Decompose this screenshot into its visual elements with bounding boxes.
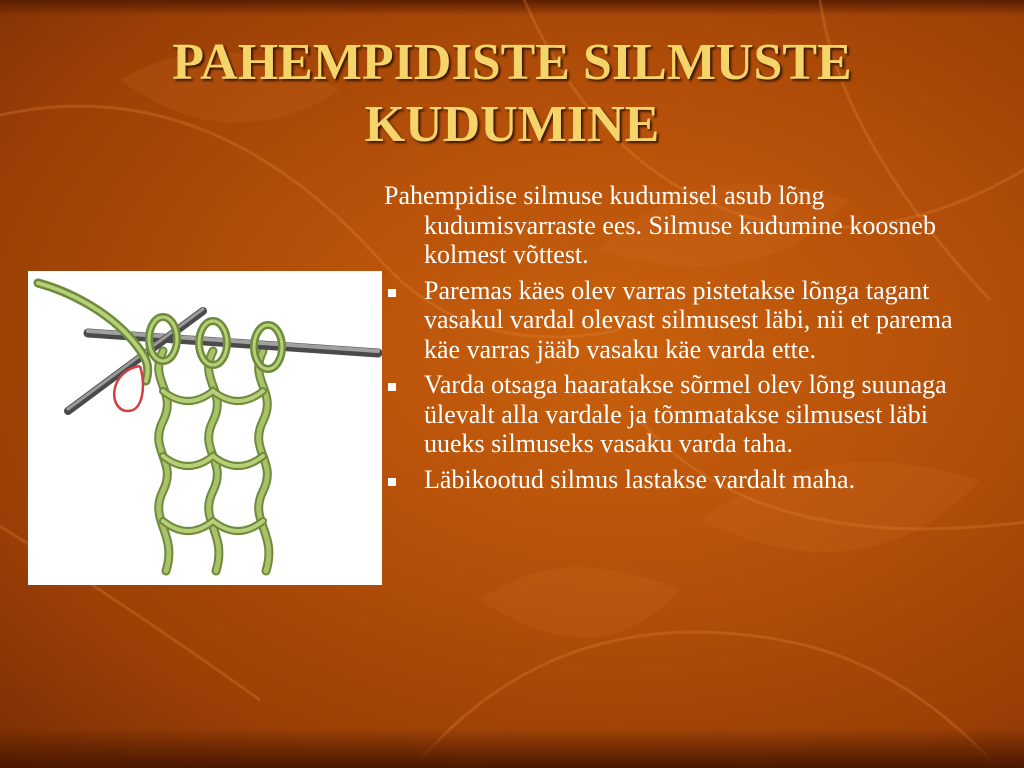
list-item: [384, 276, 974, 365]
square-bullet-icon: [388, 289, 396, 297]
square-bullet-icon: [388, 478, 396, 486]
slide-title: PAHEMPIDISTE SILMUSTE KUDUMINE: [172, 34, 852, 153]
knitting-illustration-panel: [28, 271, 382, 585]
bullet-list: [384, 276, 974, 495]
bullet-text: Paremas käes olev varras pistetakse lõnga tagant vasakul vardal olevast silmusest läbi, nii et parema käe varras jääb vasaku käe varda ette.: [424, 275, 953, 364]
list-item: [384, 370, 974, 459]
intro-paragraph: Pahempidise silmuse kudumisel asub lõng kudumisvarraste ees. Silmuse kudumine koosneb kolmest võttest.: [384, 181, 936, 269]
slide-body: [384, 181, 974, 500]
list-item: [384, 465, 974, 495]
square-bullet-icon: [388, 383, 396, 391]
knitting-illustration-icon: [28, 271, 382, 585]
bullet-text: Varda otsaga haaratakse sõrmel olev lõng suunaga ülevalt alla vardale ja tõmmatakse silmusest läbi uueks silmuseks vasaku varda taha.: [424, 370, 947, 458]
bullet-text: Läbikootud silmus lastakse vardalt maha.: [424, 464, 856, 494]
